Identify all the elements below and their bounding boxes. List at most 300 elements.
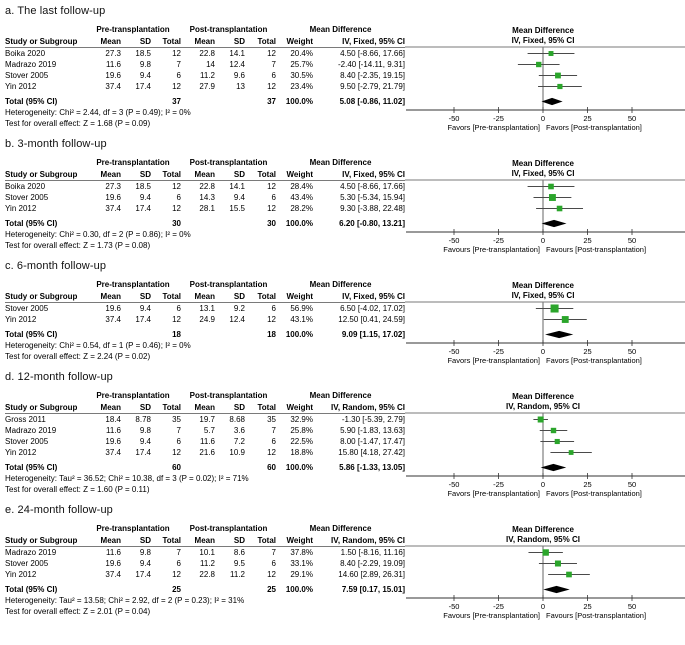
table-group-header-row [5,390,405,401]
md-group-header: Mean Difference [309,280,372,289]
ci-text: 5.30 [-5.34, 15.94] [340,193,405,202]
total-row [5,462,405,473]
pre-sd: 9.8 [139,60,151,69]
plot-header-line2: IV, Fixed, 95% CI [511,291,575,300]
post-mean: 19.7 [199,415,215,424]
effect-square [536,62,541,67]
panel-body [5,279,685,366]
favors-left-label: Favors [Pre-transplantation] [447,123,540,132]
total-ci-text: 6.20 [-0.80, 13.21] [339,219,405,228]
total-row [5,329,405,340]
column-header: Weight [286,170,313,179]
pre-mean: 27.3 [105,49,121,58]
post-mean: 13.1 [199,304,215,313]
column-header: Mean [194,170,215,179]
effect-square [551,304,559,312]
pre-group-header: Pre-transplantation [96,280,170,289]
overall-effect-text: Test for overall effect: Z = 1.73 (P = 0.08) [5,241,151,250]
tick-label: 0 [540,347,546,356]
ci-text: 8.40 [-2.29, 19.09] [340,559,405,568]
column-header: Mean [194,292,215,301]
forest-plot-figure [5,5,685,621]
favors-left-label: Favors [Pre-transplantation] [447,356,540,365]
panel-title: a. The last follow-up [5,5,106,17]
post-mean: 22.8 [199,570,215,579]
heterogeneity-text: Heterogeneity: Tau² = 36.52; Chi² = 10.38, df = 3 (P = 0.02); I² = 71% [5,474,249,483]
column-header: Mean [100,170,121,179]
tick-label: 25 [583,602,592,611]
pre-group-header: Pre-transplantation [96,158,170,167]
column-header: Mean [194,536,215,545]
panel-title: b. 3-month follow-up [5,138,107,150]
effect-square [555,560,561,566]
post-group-header: Post-transplantation [189,280,268,289]
study-row [5,181,405,192]
post-sd: 13 [236,82,245,91]
study-name: Stover 2005 [5,304,49,313]
favors-right-label: Favours [Post-transplantation] [546,245,647,254]
pre-sd: 17.4 [135,448,151,457]
forest-plot [405,24,685,133]
table-column-header-row [5,290,405,303]
column-header: Weight [286,403,313,412]
pre-sd: 18.5 [135,182,151,191]
pre-group-header: Pre-transplantation [96,25,170,34]
panel-body [5,523,685,621]
post-total: 6 [271,559,276,568]
panel-body [5,24,685,133]
total-pre-total: 25 [172,585,181,594]
tick-label: 50 [627,236,637,245]
tick-label: -50 [448,602,460,611]
pre-mean: 37.4 [105,82,121,91]
pre-mean: 37.4 [105,315,121,324]
ci-text: 4.50 [-8.66, 17.66] [340,49,405,58]
weight: 33.1% [290,559,313,568]
tick-label: 50 [627,114,637,123]
study-row [5,447,405,458]
total-pre-total: 37 [172,97,181,106]
ci-text: 4.50 [-8.66, 17.66] [340,182,405,191]
ci-text: -2.40 [-14.11, 9.31] [337,60,405,69]
tick-label: -25 [493,114,504,123]
favors-right-label: Favors [Post-transplantation] [546,356,642,365]
total-label: Total (95% CI) [5,330,58,339]
tick-label: -25 [493,347,504,356]
pre-sd: 9.4 [139,71,151,80]
table-group-header-row [5,157,405,168]
favors-right-label: Favours [Post-transplantation] [546,611,647,620]
post-sd: 14.1 [229,49,245,58]
panel-6-month [5,260,685,366]
effect-square [555,73,561,79]
column-header: SD [139,37,151,46]
post-total: 12 [267,448,276,457]
forest-table [5,157,405,251]
table-group-header-row [5,523,405,534]
forest-plot [405,523,685,621]
effect-square [562,316,569,323]
tick-label: -25 [493,236,504,245]
post-total: 12 [267,82,276,91]
total-ci-text: 7.59 [0.17, 15.01] [341,585,405,594]
weight: 28.4% [290,182,313,191]
study-name: Stover 2005 [5,437,49,446]
post-total: 12 [267,182,276,191]
study-name: Stover 2005 [5,193,49,202]
study-row [5,547,405,558]
study-name: Yin 2012 [5,448,37,457]
column-header: Total [162,37,181,46]
column-header: Total [257,37,276,46]
column-header: Study or Subgroup [5,403,78,412]
table-column-header-row [5,401,405,414]
pre-sd: 9.4 [139,437,151,446]
pre-sd: 17.4 [135,82,151,91]
total-label: Total (95% CI) [5,97,58,106]
summary-diamond [541,464,567,471]
pre-total: 35 [172,415,181,424]
tick-label: -50 [448,347,460,356]
plot-header-line1: Mean Difference [512,392,574,401]
study-name: Gross 2011 [5,415,46,424]
overall-effect-text: Test for overall effect: Z = 2.01 (P = 0.04) [5,607,151,616]
pre-mean: 19.6 [105,437,121,446]
column-header: SD [139,403,151,412]
post-sd: 12.4 [229,60,245,69]
weight: 32.9% [290,415,313,424]
post-total: 6 [271,71,276,80]
weight: 43.4% [290,193,313,202]
post-sd: 11.2 [230,570,245,579]
total-post-total: 37 [267,97,276,106]
post-total: 6 [271,304,276,313]
pre-total: 6 [176,559,181,568]
column-header: Total [257,292,276,301]
panel-body [5,157,685,255]
study-row [5,303,405,314]
post-sd: 3.6 [233,426,245,435]
study-row [5,414,405,425]
weight: 30.5% [290,71,313,80]
post-sd: 9.5 [233,559,245,568]
summary-diamond [541,98,562,105]
pre-sd: 18.5 [135,49,151,58]
tick-label: 0 [540,480,546,489]
weight: 23.4% [290,82,313,91]
favors-left-label: Favours [Pre-transplantation] [443,245,540,254]
column-header: Study or Subgroup [5,292,78,301]
weight: 37.8% [290,548,313,557]
study-row [5,436,405,447]
total-ci-text: 9.09 [1.15, 17.02] [341,330,405,339]
tick-label: -25 [493,480,504,489]
pre-mean: 19.6 [105,71,121,80]
tick-label: 50 [627,480,637,489]
effect-square [569,450,574,455]
forest-plot [405,390,685,499]
weight: 56.9% [290,304,313,313]
ci-text: -1.30 [-5.39, 2.79] [341,415,405,424]
tick-label: 0 [540,236,546,245]
post-total: 35 [267,415,276,424]
post-total: 7 [271,426,276,435]
plot-header-line2: IV, Random, 95% CI [506,535,580,544]
total-post-total: 30 [267,219,276,228]
favors-left-label: Favors [Pre-transplantation] [447,489,540,498]
overall-effect-text: Test for overall effect: Z = 1.60 (P = 0.11) [5,485,150,494]
pre-total: 6 [176,304,181,313]
panel-title: c. 6-month follow-up [5,260,107,272]
post-total: 7 [271,548,276,557]
post-total: 7 [271,60,276,69]
effect-square [548,184,554,190]
column-header: SD [233,536,245,545]
total-weight: 100.0% [285,585,313,594]
pre-sd: 9.8 [139,548,151,557]
effect-square [549,194,556,201]
pre-sd: 8.78 [135,415,151,424]
pre-sd: 9.4 [139,304,151,313]
column-header: Mean [100,292,121,301]
md-group-header: Mean Difference [309,25,372,34]
ci-text: 9.30 [-3.88, 22.48] [340,204,405,213]
post-total: 6 [271,193,276,202]
forest-table [5,279,405,362]
column-header: Total [257,536,276,545]
table-column-header-row [5,534,405,547]
weight: 43.1% [290,315,313,324]
pre-sd: 17.4 [135,204,151,213]
tick-label: 25 [583,114,592,123]
post-sd: 9.4 [233,193,245,202]
total-row [5,584,405,595]
effect-square [555,439,560,444]
column-header: SD [139,170,151,179]
pre-total: 12 [172,82,181,91]
column-header: IV, Random, 95% CI [331,536,405,545]
study-name: Boika 2020 [5,49,46,58]
post-mean: 14 [206,60,215,69]
pre-mean: 37.4 [105,448,121,457]
favors-right-label: Favors [Post-transplantation] [546,123,642,132]
post-sd: 15.5 [229,204,245,213]
pre-sd: 9.8 [139,426,151,435]
post-mean: 28.1 [199,204,215,213]
weight: 22.5% [290,437,313,446]
pre-mean: 18.4 [105,415,121,424]
study-row [5,70,405,81]
post-sd: 14.1 [229,182,245,191]
plot-header-line1: Mean Difference [512,525,574,534]
tick-label: 50 [627,602,637,611]
pre-mean: 37.4 [105,204,121,213]
post-group-header: Post-transplantation [189,25,268,34]
column-header: Study or Subgroup [5,170,78,179]
column-header: Weight [286,536,313,545]
tick-label: -50 [448,114,460,123]
study-row [5,558,405,569]
ci-text: 1.50 [-8.16, 11.16] [340,548,405,557]
plot-header-line2: IV, Fixed, 95% CI [511,169,575,178]
post-mean: 5.7 [203,426,215,435]
pre-sd: 9.4 [139,559,151,568]
post-mean: 22.8 [199,182,215,191]
column-header: Mean [100,403,121,412]
study-name: Yin 2012 [5,82,37,91]
pre-sd: 17.4 [135,570,151,579]
pre-total: 12 [172,315,181,324]
effect-square [549,51,554,56]
tick-label: 0 [540,602,546,611]
post-total: 12 [267,570,276,579]
favors-right-label: Favors [Post-transplantation] [546,489,642,498]
post-mean: 22.8 [199,49,215,58]
pre-total: 6 [176,193,181,202]
tick-label: -50 [448,480,460,489]
tick-label: 50 [627,347,637,356]
pre-total: 7 [176,548,181,557]
forest-plot [405,157,685,255]
study-row [5,59,405,70]
panel-title: e. 24-month follow-up [5,504,113,516]
pre-mean: 11.6 [106,426,121,435]
ci-text: 14.60 [2.89, 26.31] [338,570,405,579]
plot-header-line1: Mean Difference [512,26,574,35]
ci-text: 15.80 [4.18, 27.42] [338,448,405,457]
post-sd: 8.68 [229,415,245,424]
weight: 29.1% [290,570,313,579]
total-weight: 100.0% [285,97,313,106]
column-header: IV, Random, 95% CI [331,403,405,412]
column-header: IV, Fixed, 95% CI [342,37,405,46]
study-row [5,192,405,203]
md-group-header: Mean Difference [309,524,372,533]
pre-total: 12 [172,204,181,213]
column-header: IV, Fixed, 95% CI [342,170,405,179]
column-header: SD [233,37,245,46]
ci-text: 6.50 [-4.02, 17.02] [340,304,405,313]
ci-text: 8.00 [-1.47, 17.47] [340,437,405,446]
post-mean: 24.9 [199,315,215,324]
total-row [5,218,405,229]
forest-table [5,24,405,129]
column-header: Total [162,536,181,545]
panel-24-month [5,504,685,621]
column-header: Study or Subgroup [5,536,78,545]
md-group-header: Mean Difference [309,391,372,400]
pre-total: 12 [172,182,181,191]
total-label: Total (95% CI) [5,219,58,228]
total-label: Total (95% CI) [5,585,58,594]
post-mean: 27.9 [199,82,215,91]
column-header: Total [257,170,276,179]
total-pre-total: 30 [172,219,181,228]
weight: 25.8% [290,426,313,435]
summary-diamond [545,331,573,338]
heterogeneity-text: Heterogeneity: Tau² = 13.58; Chi² = 2.92, df = 2 (P = 0.23); I² = 31% [5,596,245,605]
heterogeneity-text: Heterogeneity: Chi² = 2.44, df = 3 (P = 0.49); I² = 0% [5,108,191,117]
pre-mean: 37.4 [105,570,121,579]
column-header: SD [233,292,245,301]
weight: 28.2% [290,204,313,213]
column-header: Mean [194,403,215,412]
post-total: 12 [267,204,276,213]
column-header: Study or Subgroup [5,37,78,46]
plot-header-line1: Mean Difference [512,281,574,290]
pre-total: 7 [176,426,181,435]
study-row [5,203,405,214]
pre-mean: 19.6 [105,193,121,202]
tick-label: 25 [583,347,592,356]
total-label: Total (95% CI) [5,463,58,472]
study-row [5,81,405,92]
post-mean: 11.6 [200,437,215,446]
tick-label: 0 [540,114,546,123]
column-header: Mean [100,536,121,545]
heterogeneity-text: Heterogeneity: Chi² = 0.30, df = 2 (P = 0.86); I² = 0% [5,230,191,239]
table-group-header-row [5,24,405,35]
plot-header-line1: Mean Difference [512,159,574,168]
md-group-header: Mean Difference [309,158,372,167]
weight: 25.7% [290,60,313,69]
pre-sd: 9.4 [139,193,151,202]
total-pre-total: 18 [172,330,181,339]
column-header: SD [233,403,245,412]
column-header: Mean [194,37,215,46]
effect-square [557,84,562,89]
pre-mean: 11.6 [106,548,121,557]
panel-3-month [5,138,685,255]
total-weight: 100.0% [285,463,313,472]
heterogeneity-text: Heterogeneity: Chi² = 0.54, df = 1 (P = 0.46); I² = 0% [5,341,191,350]
post-mean: 11.2 [200,559,215,568]
weight: 20.4% [290,49,313,58]
post-sd: 8.6 [233,548,245,557]
overall-effect-text: Test for overall effect: Z = 2.24 (P = 0.02) [5,352,151,361]
forest-table [5,390,405,495]
post-group-header: Post-transplantation [189,391,268,400]
post-mean: 11.2 [200,71,215,80]
pre-mean: 19.6 [105,559,121,568]
post-mean: 21.6 [199,448,215,457]
effect-square [551,428,556,433]
panel-last-follow-up [5,5,685,133]
total-ci-text: 5.08 [-0.86, 11.02] [339,97,405,106]
post-sd: 12.4 [229,315,245,324]
study-name: Madrazo 2019 [5,60,57,69]
table-column-header-row [5,168,405,181]
post-group-header: Post-transplantation [189,158,268,167]
effect-square [566,572,572,578]
weight: 18.8% [290,448,313,457]
ci-text: 9.50 [-2.79, 21.79] [340,82,405,91]
study-name: Boika 2020 [5,182,46,191]
study-name: Madrazo 2019 [5,426,57,435]
study-row [5,48,405,59]
forest-plot [405,279,685,366]
column-header: Mean [100,37,121,46]
tick-label: 25 [583,480,592,489]
summary-diamond [543,586,569,593]
tick-label: -25 [493,602,504,611]
pre-total: 12 [172,570,181,579]
study-name: Yin 2012 [5,315,37,324]
pre-sd: 17.4 [135,315,151,324]
column-header: SD [233,170,245,179]
pre-total: 12 [172,49,181,58]
column-header: Total [162,292,181,301]
